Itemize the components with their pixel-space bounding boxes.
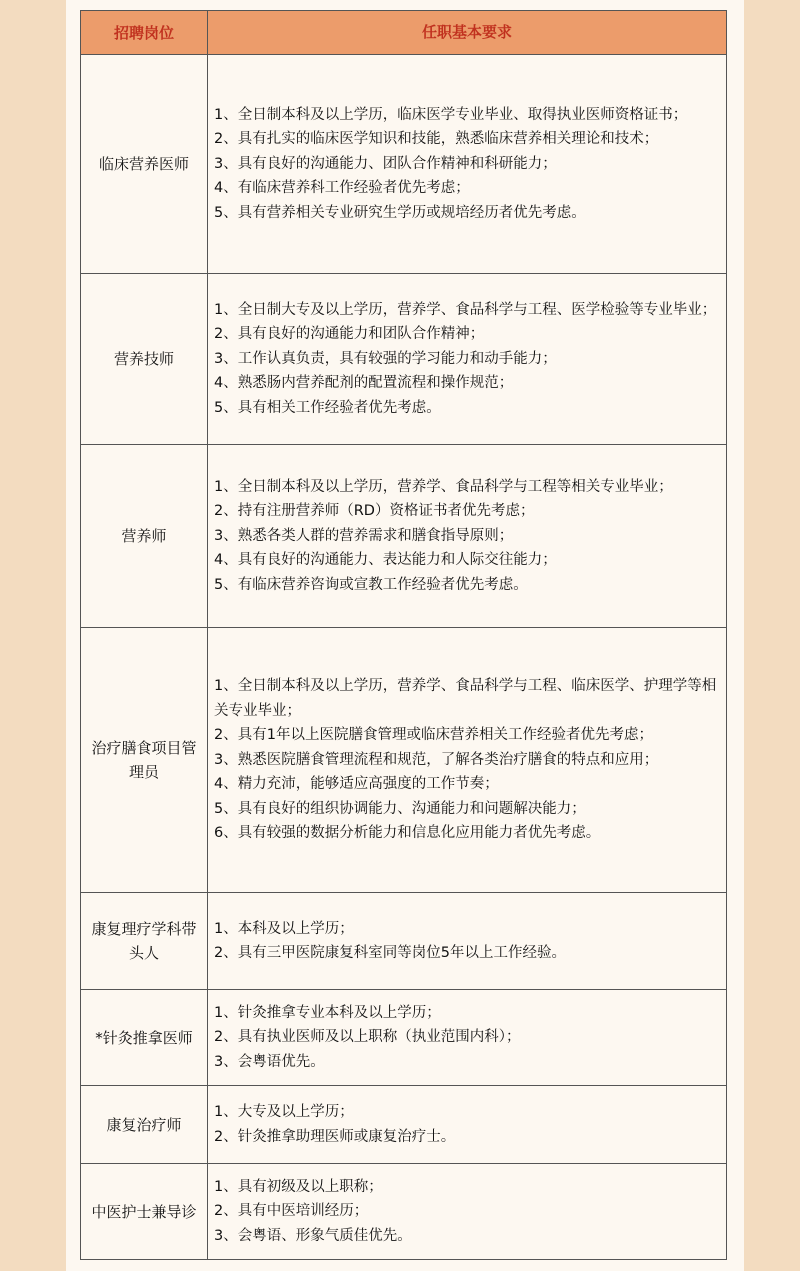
requirement-item: 5、具有营养相关专业研究生学历或规培经历者优先考虑。: [214, 204, 586, 221]
header-requirements: 任职基本要求: [421, 23, 512, 42]
position-cell: 营养师: [81, 445, 208, 627]
table-header-row: [81, 11, 726, 55]
requirements-cell: [208, 990, 726, 1085]
position-cell: 营养技师: [81, 274, 208, 444]
requirement-item: 1、全日制本科及以上学历，临床医学专业毕业、取得执业医师资格证书；: [214, 106, 688, 123]
requirement-item: 4、有临床营养科工作经验者优先考虑；: [214, 180, 470, 197]
position-cell: 临床营养医师: [81, 55, 208, 273]
table-row: [81, 990, 726, 1086]
table-row: [81, 274, 726, 445]
table-row: [81, 445, 726, 628]
requirement-item: 5、有临床营养咨询或宣教工作经验者优先考虑。: [214, 576, 528, 593]
position-cell: *针灸推拿医师: [81, 990, 208, 1085]
table-row: [81, 1086, 726, 1164]
requirements-cell: [208, 628, 726, 892]
requirement-item: 1、本科及以上学历；: [214, 920, 354, 937]
requirement-item: 1、具有初级及以上职称；: [214, 1178, 383, 1195]
recruitment-table: [80, 10, 727, 1260]
requirements-cell: [208, 274, 726, 444]
requirements-cell: [208, 893, 726, 989]
header-position: 招聘岗位: [81, 11, 208, 54]
position-cell: 康复治疗师: [81, 1086, 208, 1163]
requirement-item: 2、针灸推拿助理医师或康复治疗士。: [214, 1128, 456, 1145]
requirement-item: 1、针灸推拿专业本科及以上学历；: [214, 1004, 441, 1021]
requirement-item: 1、全日制本科及以上学历，营养学、食品科学与工程等相关专业毕业；: [214, 478, 673, 495]
requirements-cell: [208, 1164, 726, 1259]
table-row: [81, 893, 726, 990]
requirement-item: 4、具有良好的沟通能力、表达能力和人际交往能力；: [214, 552, 557, 569]
requirement-item: 1、全日制本科及以上学历，营养学、食品科学与工程、临床医学、护理学等相关专业毕业；: [214, 678, 717, 719]
requirement-item: 3、会粤语优先。: [214, 1053, 325, 1070]
requirement-item: 5、具有良好的组织协调能力、沟通能力和问题解决能力；: [214, 800, 586, 817]
requirement-item: 2、具有三甲医院康复科室同等岗位5年以上工作经验。: [214, 945, 566, 961]
requirement-item: 2、持有注册营养师（RD）资格证书者优先考虑；: [214, 503, 535, 520]
requirement-item: 6、具有较强的数据分析能力和信息化应用能力者优先考虑。: [214, 825, 601, 842]
requirement-item: 2、具有扎实的临床医学知识和技能，熟悉临床营养相关理论和技术；: [214, 131, 659, 148]
requirement-item: 3、工作认真负责，具有较强的学习能力和动手能力；: [214, 350, 557, 367]
requirement-item: 4、熟悉肠内营养配剂的配置流程和操作规范；: [214, 375, 514, 392]
requirement-item: 4、精力充沛，能够适应高强度的工作节奏；: [214, 776, 499, 793]
requirements-cell: [208, 445, 726, 627]
requirement-item: 3、会粤语、形象气质佳优先。: [214, 1227, 412, 1244]
requirement-item: 2、具有执业医师及以上职称（执业范围内科）；: [214, 1029, 521, 1046]
requirement-item: 1、大专及以上学历；: [214, 1104, 354, 1120]
requirement-item: 1、全日制大专及以上学历，营养学、食品科学与工程、医学检验等专业毕业；: [214, 301, 717, 318]
position-cell: 治疗膳食项目管理员: [81, 628, 208, 892]
table-row: [81, 628, 726, 893]
table-row: [81, 1164, 726, 1259]
requirements-cell: [208, 1086, 726, 1163]
requirement-item: 5、具有相关工作经验者优先考虑。: [214, 399, 441, 416]
requirement-item: 2、具有中医培训经历；: [214, 1203, 369, 1220]
requirement-item: 3、熟悉各类人群的营养需求和膳食指导原则；: [214, 527, 514, 544]
position-cell: 康复理疗学科带头人: [81, 893, 208, 989]
requirement-item: 3、熟悉医院膳食管理流程和规范，了解各类治疗膳食的特点和应用；: [214, 751, 659, 768]
position-cell: 中医护士兼导诊: [81, 1164, 208, 1259]
table-row: [81, 55, 726, 274]
requirement-item: 2、具有良好的沟通能力和团队合作精神；: [214, 326, 485, 343]
requirement-item: 3、具有良好的沟通能力、团队合作精神和科研能力；: [214, 155, 557, 172]
requirements-cell: [208, 55, 726, 273]
requirement-item: 2、具有1年以上医院膳食管理或临床营养相关工作经验者优先考虑；: [214, 727, 653, 744]
